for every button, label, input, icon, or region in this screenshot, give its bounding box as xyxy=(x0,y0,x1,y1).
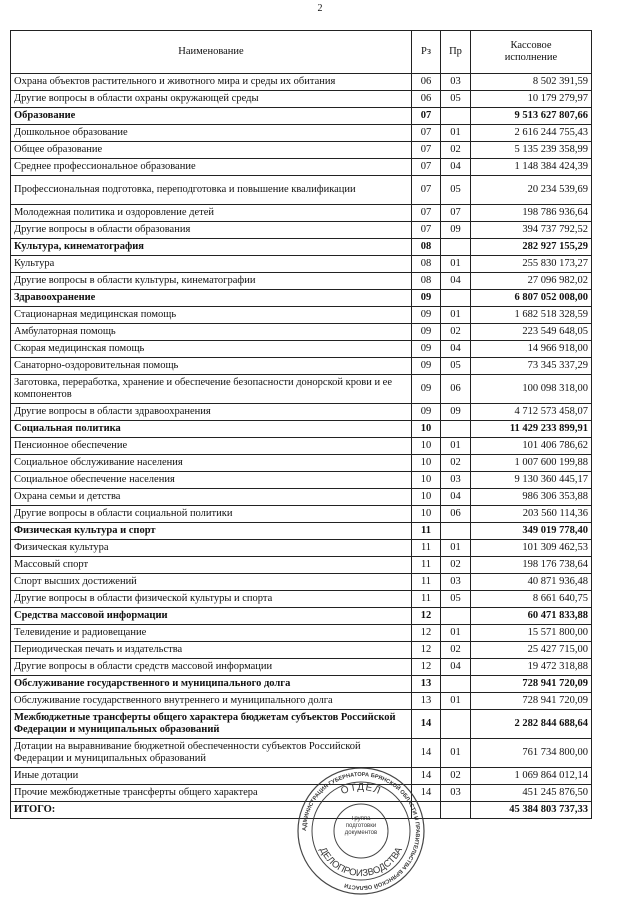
row-amount: 198 176 738,64 xyxy=(471,557,592,574)
row-rz-code: 14 xyxy=(412,785,441,802)
row-rz-code: 10 xyxy=(412,455,441,472)
row-amount: 394 737 792,52 xyxy=(471,222,592,239)
row-name: Среднее профессиональное образование xyxy=(11,159,412,176)
row-amount: 73 345 337,29 xyxy=(471,358,592,375)
row-name: Периодическая печать и издательства xyxy=(11,642,412,659)
row-amount: 14 966 918,00 xyxy=(471,341,592,358)
row-pr-code: 01 xyxy=(441,625,471,642)
row-rz-code: 14 xyxy=(412,710,441,739)
row-rz-code: 14 xyxy=(412,739,441,768)
row-name: Средства массовой информации xyxy=(11,608,412,625)
row-amount: 2 282 844 688,64 xyxy=(471,710,592,739)
row-rz-code: 07 xyxy=(412,176,441,205)
row-name: Другие вопросы в области физической культуры и спорта xyxy=(11,591,412,608)
column-header-name: Наименование xyxy=(11,31,412,74)
table-row xyxy=(11,91,592,108)
row-pr-code: 04 xyxy=(441,341,471,358)
row-amount: 728 941 720,09 xyxy=(471,676,592,693)
row-name: Дошкольное образование xyxy=(11,125,412,142)
row-pr-code: 02 xyxy=(441,324,471,341)
row-pr-code xyxy=(441,239,471,256)
row-amount: 1 069 864 012,14 xyxy=(471,768,592,785)
row-amount: 10 179 279,97 xyxy=(471,91,592,108)
page-number: 2 xyxy=(317,3,323,14)
table-row xyxy=(11,421,592,438)
table-row xyxy=(11,404,592,421)
row-name: Культура, кинематография xyxy=(11,239,412,256)
row-rz-code: 09 xyxy=(412,404,441,421)
row-amount: 101 309 462,53 xyxy=(471,540,592,557)
row-pr-code: 02 xyxy=(441,142,471,159)
row-pr-code: 01 xyxy=(441,739,471,768)
row-name: Профессиональная подготовка, переподготовка и повышение квалификации xyxy=(11,176,412,205)
table-row xyxy=(11,506,592,523)
column-header-pr: Пр xyxy=(441,31,471,74)
row-amount: 282 927 155,29 xyxy=(471,239,592,256)
row-rz-code: 10 xyxy=(412,421,441,438)
row-amount: 1 007 600 199,88 xyxy=(471,455,592,472)
row-rz-code: 13 xyxy=(412,693,441,710)
row-amount: 8 661 640,75 xyxy=(471,591,592,608)
row-rz-code: 07 xyxy=(412,222,441,239)
table-row xyxy=(11,739,592,768)
table-row xyxy=(11,659,592,676)
row-pr-code: 09 xyxy=(441,222,471,239)
row-amount: 761 734 800,00 xyxy=(471,739,592,768)
row-amount: 9 130 360 445,17 xyxy=(471,472,592,489)
row-name: Другие вопросы в области охраны окружающей среды xyxy=(11,91,412,108)
row-amount: 1 148 384 424,39 xyxy=(471,159,592,176)
row-amount: 986 306 353,88 xyxy=(471,489,592,506)
row-amount: 11 429 233 899,91 xyxy=(471,421,592,438)
table-row xyxy=(11,438,592,455)
table-row xyxy=(11,574,592,591)
row-rz-code: 12 xyxy=(412,625,441,642)
row-pr-code: 02 xyxy=(441,642,471,659)
svg-text:ДЕЛОПРОИЗВОДСТВА xyxy=(317,845,405,879)
row-amount: 9 513 627 807,66 xyxy=(471,108,592,125)
row-name: Физическая культура xyxy=(11,540,412,557)
row-name: Массовый спорт xyxy=(11,557,412,574)
row-rz-code: 14 xyxy=(412,768,441,785)
row-amount: 2 616 244 755,43 xyxy=(471,125,592,142)
row-pr-code xyxy=(441,290,471,307)
table-row xyxy=(11,205,592,222)
row-amount: 198 786 936,64 xyxy=(471,205,592,222)
row-name: Социальное обеспечение населения xyxy=(11,472,412,489)
row-pr-code: 02 xyxy=(441,768,471,785)
column-header-amount xyxy=(471,31,592,74)
row-rz-code: 10 xyxy=(412,472,441,489)
row-amount: 223 549 648,05 xyxy=(471,324,592,341)
document-stamp xyxy=(296,766,426,896)
stamp-word-top: ОТДЕЛ xyxy=(339,781,383,798)
row-name: Молодежная политика и оздоровление детей xyxy=(11,205,412,222)
table-row xyxy=(11,290,592,307)
row-name: Иные дотации xyxy=(11,768,412,785)
table-header-row xyxy=(11,31,592,74)
row-pr-code: 02 xyxy=(441,557,471,574)
table-row xyxy=(11,557,592,574)
row-pr-code xyxy=(441,802,471,819)
table-row xyxy=(11,108,592,125)
row-name: Дотации на выравнивание бюджетной обеспеченности субъектов Российской Федерации и муниципальных образований xyxy=(11,739,412,768)
row-name: Образование xyxy=(11,108,412,125)
row-pr-code: 05 xyxy=(441,176,471,205)
row-rz-code: 10 xyxy=(412,489,441,506)
row-pr-code: 01 xyxy=(441,540,471,557)
row-amount: 203 560 114,36 xyxy=(471,506,592,523)
row-pr-code: 01 xyxy=(441,125,471,142)
row-amount: 451 245 876,50 xyxy=(471,785,592,802)
row-amount: 25 427 715,00 xyxy=(471,642,592,659)
table-row xyxy=(11,239,592,256)
row-name: Обслуживание государственного внутреннего и муниципального долга xyxy=(11,693,412,710)
row-rz-code: 07 xyxy=(412,108,441,125)
row-pr-code: 04 xyxy=(441,489,471,506)
table-row xyxy=(11,375,592,404)
row-amount: 101 406 786,62 xyxy=(471,438,592,455)
row-rz-code: 06 xyxy=(412,74,441,91)
row-pr-code: 03 xyxy=(441,472,471,489)
row-name: Телевидение и радиовещание xyxy=(11,625,412,642)
row-pr-code: 01 xyxy=(441,438,471,455)
row-amount: 1 682 518 328,59 xyxy=(471,307,592,324)
row-amount: 40 871 936,48 xyxy=(471,574,592,591)
row-rz-code: 06 xyxy=(412,91,441,108)
row-pr-code: 01 xyxy=(441,256,471,273)
row-name: Прочие межбюджетные трансферты общего характера xyxy=(11,785,412,802)
row-name: Заготовка, переработка, хранение и обеспечение безопасности донорской крови и ее компонентов xyxy=(11,375,412,404)
column-header-amount-line2: исполнение xyxy=(504,52,558,63)
table-row xyxy=(11,472,592,489)
row-name: Пенсионное обеспечение xyxy=(11,438,412,455)
column-header-amount-line1: Кассовое xyxy=(510,40,552,51)
stamp-outer-text: АДМИНИСТРАЦИЯ ГУБЕРНАТОРА БРЯНСКОЙ ОБЛАСТИ И ПРАВИТЕЛЬСТВА БРЯНСКОЙ ОБЛАСТИ xyxy=(301,771,421,891)
row-name: Культура xyxy=(11,256,412,273)
row-rz-code: 08 xyxy=(412,239,441,256)
table-row xyxy=(11,489,592,506)
table-row xyxy=(11,256,592,273)
stamp-center-text: Группа подготовки документов xyxy=(344,816,378,836)
table-row xyxy=(11,307,592,324)
row-rz-code: 07 xyxy=(412,159,441,176)
row-pr-code: 05 xyxy=(441,358,471,375)
row-pr-code xyxy=(441,523,471,540)
table-row xyxy=(11,642,592,659)
row-pr-code: 04 xyxy=(441,659,471,676)
row-amount: 19 472 318,88 xyxy=(471,659,592,676)
row-rz-code: 13 xyxy=(412,676,441,693)
row-pr-code: 03 xyxy=(441,785,471,802)
table-row xyxy=(11,324,592,341)
table-row xyxy=(11,591,592,608)
row-pr-code xyxy=(441,108,471,125)
row-rz-code: 10 xyxy=(412,506,441,523)
row-rz-code: 12 xyxy=(412,608,441,625)
row-name: Спорт высших достижений xyxy=(11,574,412,591)
row-amount: 15 571 800,00 xyxy=(471,625,592,642)
row-rz-code: 11 xyxy=(412,523,441,540)
row-name: Скорая медицинская помощь xyxy=(11,341,412,358)
row-pr-code: 06 xyxy=(441,375,471,404)
row-name: Другие вопросы в области социальной политики xyxy=(11,506,412,523)
table-row xyxy=(11,341,592,358)
row-amount: 8 502 391,59 xyxy=(471,74,592,91)
table-row xyxy=(11,358,592,375)
row-name: Социальная политика xyxy=(11,421,412,438)
row-pr-code xyxy=(441,421,471,438)
row-pr-code: 01 xyxy=(441,693,471,710)
row-amount: 5 135 239 358,99 xyxy=(471,142,592,159)
row-name: Другие вопросы в области средств массовой информации xyxy=(11,659,412,676)
table-row xyxy=(11,523,592,540)
stamp-word-bottom: ДЕЛОПРОИЗВОДСТВА xyxy=(317,845,405,880)
row-rz-code: 09 xyxy=(412,290,441,307)
table-row xyxy=(11,142,592,159)
row-rz-code: 12 xyxy=(412,659,441,676)
row-name: Охрана семьи и детства xyxy=(11,489,412,506)
table-row xyxy=(11,455,592,472)
row-name: Здравоохранение xyxy=(11,290,412,307)
row-rz-code: 09 xyxy=(412,375,441,404)
row-name: Стационарная медицинская помощь xyxy=(11,307,412,324)
row-pr-code xyxy=(441,676,471,693)
table-row xyxy=(11,710,592,739)
table-row xyxy=(11,273,592,290)
row-pr-code: 07 xyxy=(441,205,471,222)
row-pr-code: 09 xyxy=(441,404,471,421)
row-amount: 4 712 573 458,07 xyxy=(471,404,592,421)
row-rz-code: 10 xyxy=(412,438,441,455)
row-pr-code xyxy=(441,608,471,625)
row-rz-code: 11 xyxy=(412,540,441,557)
row-pr-code xyxy=(441,710,471,739)
table-row xyxy=(11,159,592,176)
table-row xyxy=(11,693,592,710)
row-rz-code: 11 xyxy=(412,557,441,574)
row-name: Другие вопросы в области культуры, кинематографии xyxy=(11,273,412,290)
row-pr-code: 05 xyxy=(441,591,471,608)
row-name: Общее образование xyxy=(11,142,412,159)
row-pr-code: 04 xyxy=(441,273,471,290)
row-name: Межбюджетные трансферты общего характера бюджетам субъектов Российской Федерации и муниципальных образований xyxy=(11,710,412,739)
row-pr-code: 04 xyxy=(441,159,471,176)
table-row xyxy=(11,625,592,642)
row-name: Обслуживание государственного и муниципального долга xyxy=(11,676,412,693)
row-rz-code: 11 xyxy=(412,574,441,591)
row-amount: 255 830 173,27 xyxy=(471,256,592,273)
column-header-rz: Рз xyxy=(412,31,441,74)
row-name: Охрана объектов растительного и животного мира и среды их обитания xyxy=(11,74,412,91)
row-amount: 6 807 052 008,00 xyxy=(471,290,592,307)
table-row xyxy=(11,222,592,239)
row-amount: 100 098 318,00 xyxy=(471,375,592,404)
row-rz-code: 09 xyxy=(412,324,441,341)
table-row xyxy=(11,176,592,205)
row-name: Физическая культура и спорт xyxy=(11,523,412,540)
row-amount: 20 234 539,69 xyxy=(471,176,592,205)
row-rz-code: 09 xyxy=(412,341,441,358)
row-name: Санаторно-оздоровительная помощь xyxy=(11,358,412,375)
row-pr-code: 03 xyxy=(441,74,471,91)
row-rz-code: 12 xyxy=(412,642,441,659)
table-body xyxy=(11,74,592,819)
row-amount: 45 384 803 737,33 xyxy=(471,802,592,819)
row-rz-code: 08 xyxy=(412,273,441,290)
table-row xyxy=(11,74,592,91)
row-pr-code: 03 xyxy=(441,574,471,591)
budget-execution-table xyxy=(10,30,592,819)
row-pr-code: 02 xyxy=(441,455,471,472)
row-name: Другие вопросы в области здравоохранения xyxy=(11,404,412,421)
row-pr-code: 01 xyxy=(441,307,471,324)
row-rz-code: 07 xyxy=(412,142,441,159)
row-pr-code: 06 xyxy=(441,506,471,523)
row-name: Другие вопросы в области образования xyxy=(11,222,412,239)
row-amount: 349 019 778,40 xyxy=(471,523,592,540)
row-rz-code: 11 xyxy=(412,591,441,608)
row-name: ИТОГО: xyxy=(11,802,412,819)
table-row xyxy=(11,125,592,142)
row-name: Амбулаторная помощь xyxy=(11,324,412,341)
row-amount: 27 096 982,02 xyxy=(471,273,592,290)
row-rz-code: 09 xyxy=(412,307,441,324)
table-row xyxy=(11,608,592,625)
table-row xyxy=(11,676,592,693)
row-amount: 728 941 720,09 xyxy=(471,693,592,710)
row-rz-code: 07 xyxy=(412,205,441,222)
row-pr-code: 05 xyxy=(441,91,471,108)
row-rz-code: 07 xyxy=(412,125,441,142)
row-rz-code: 08 xyxy=(412,256,441,273)
row-rz-code: 09 xyxy=(412,358,441,375)
row-amount: 60 471 833,88 xyxy=(471,608,592,625)
table-row xyxy=(11,540,592,557)
row-name: Социальное обслуживание населения xyxy=(11,455,412,472)
